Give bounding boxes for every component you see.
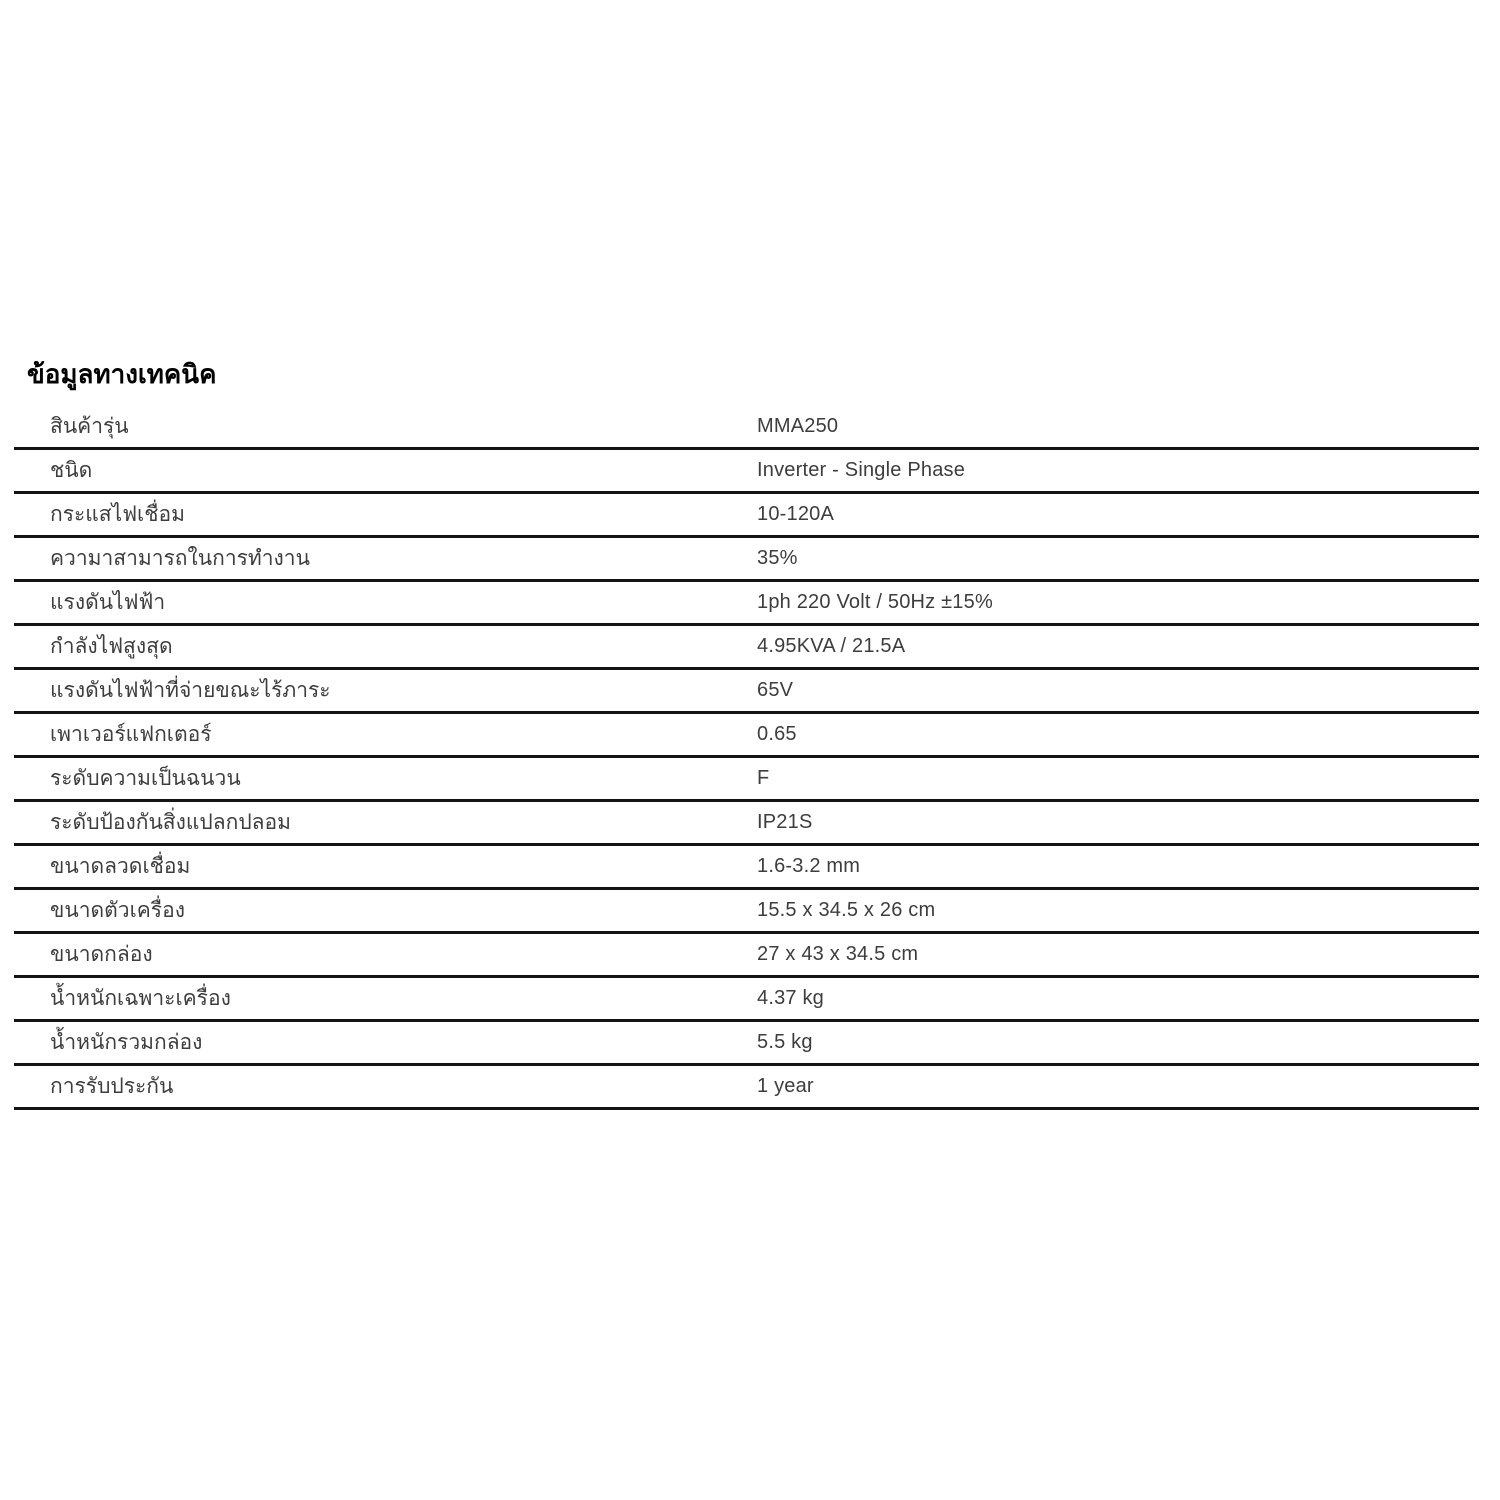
spec-label: กระแสไฟเชื่อม	[50, 503, 185, 526]
spec-value: 27 x 43 x 34.5 cm	[757, 943, 919, 965]
table-row	[14, 758, 1479, 802]
spec-label: สินค้ารุ่น	[50, 415, 129, 438]
table-row	[14, 494, 1479, 538]
table-row	[14, 1066, 1479, 1110]
spec-label: ระดับความเป็นฉนวน	[50, 767, 241, 790]
spec-label: กำลังไฟสูงสุด	[50, 635, 173, 658]
table-row	[14, 582, 1479, 626]
spec-value: 0.65	[757, 723, 797, 745]
spec-value: MMA250	[757, 415, 839, 437]
table-row	[14, 670, 1479, 714]
spec-label: แรงดันไฟฟ้า	[50, 591, 166, 614]
spec-label: น้ำหนักรวมกล่อง	[50, 1031, 203, 1054]
spec-label: ชนิด	[50, 459, 93, 482]
table-row	[14, 450, 1479, 494]
table-row	[14, 802, 1479, 846]
spec-label: น้ำหนักเฉพาะเครื่อง	[50, 987, 231, 1010]
spec-value: 1.6-3.2 mm	[757, 855, 861, 877]
technical-spec-section	[14, 358, 1479, 1110]
spec-label: การรับประกัน	[50, 1075, 174, 1098]
table-row	[14, 934, 1479, 978]
spec-value: 4.37 kg	[757, 987, 825, 1009]
spec-value: 4.95KVA / 21.5A	[757, 635, 906, 657]
table-row	[14, 538, 1479, 582]
table-row	[14, 890, 1479, 934]
spec-value: 5.5 kg	[757, 1031, 813, 1053]
spec-table	[14, 406, 1479, 1110]
spec-value: Inverter - Single Phase	[757, 459, 966, 481]
spec-value: 15.5 x 34.5 x 26 cm	[757, 899, 936, 921]
table-row	[14, 1022, 1479, 1066]
spec-value: F	[757, 767, 770, 789]
table-row	[14, 406, 1479, 450]
spec-value: 10-120A	[757, 503, 835, 525]
spec-label: ขนาดลวดเชื่อม	[50, 855, 191, 878]
page-title: ข้อมูลทางเทคนิค	[27, 359, 217, 389]
table-row	[14, 978, 1479, 1022]
spec-label: ระดับป้องกันสิ่งแปลกปลอม	[50, 811, 291, 834]
table-row	[14, 846, 1479, 890]
spec-value: 1ph 220 Volt / 50Hz ±15%	[757, 591, 993, 613]
spec-label: แรงดันไฟฟ้าที่จ่ายขณะไร้ภาระ	[50, 679, 331, 702]
spec-label: ความาสามารถในการทำงาน	[50, 547, 310, 570]
spec-label: เพาเวอร์แฟกเตอร์	[50, 723, 212, 746]
spec-label: ขนาดตัวเครื่อง	[50, 899, 185, 922]
spec-value: 65V	[757, 679, 794, 701]
table-row	[14, 626, 1479, 670]
spec-value: 1 year	[757, 1075, 814, 1097]
spec-value: IP21S	[757, 811, 813, 833]
spec-value: 35%	[757, 547, 798, 569]
table-row	[14, 714, 1479, 758]
spec-label: ขนาดกล่อง	[50, 943, 153, 966]
